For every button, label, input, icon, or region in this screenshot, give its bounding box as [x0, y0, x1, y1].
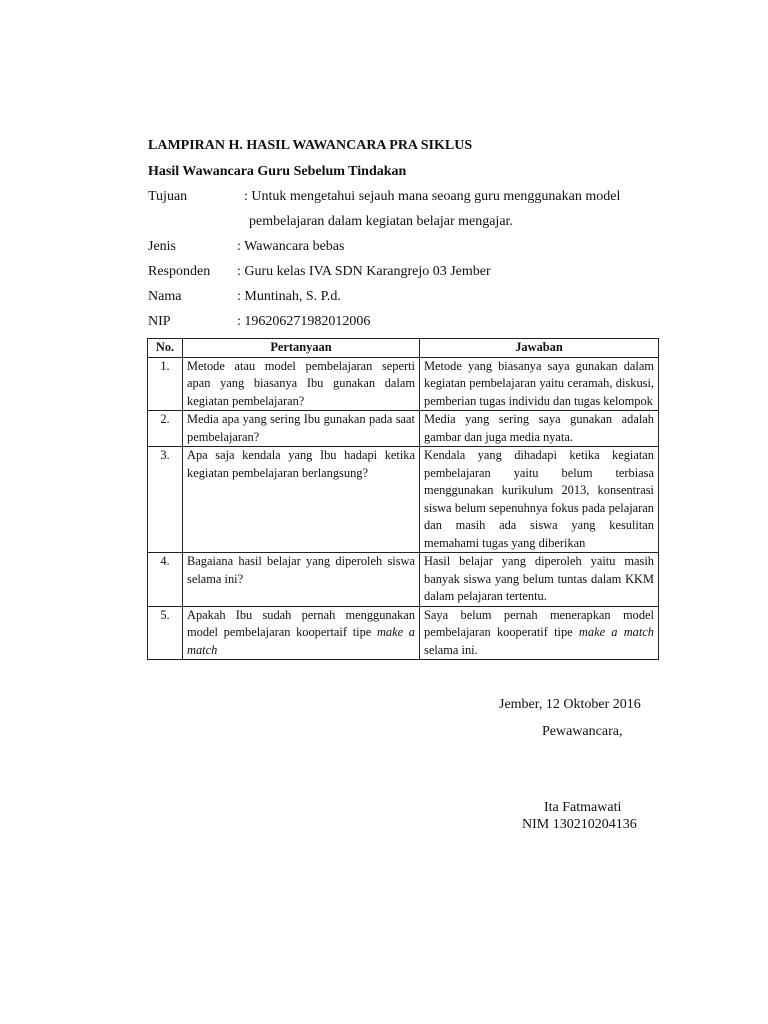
jenis-label: Jenis [148, 239, 176, 254]
nip-value: : 196206271982012006 [237, 314, 371, 329]
signature-place-date: Jember, 12 Oktober 2016 [499, 697, 641, 712]
answer-cell: Metode yang biasanya saya gunakan dalam kegiatan pembelajaran yaitu ceramah, diskusi, pemberian tugas individu dan tugas kelompok [420, 357, 659, 411]
table-row [148, 411, 659, 447]
table-row [148, 357, 659, 411]
answer-cell [420, 606, 659, 660]
row-number: 3. [148, 447, 183, 553]
nama-label: Nama [148, 289, 182, 304]
header-no: No. [148, 339, 183, 358]
responden-value: : Guru kelas IVA SDN Karangrejo 03 Jember [237, 264, 491, 279]
row-number: 1. [148, 357, 183, 411]
answer-text: Saya belum pernah menerapkan model pembelajaran kooperatif tipe [424, 607, 654, 639]
tujuan-value-line1: : Untuk mengetahui sejauh mana seoang guru menggunakan model [244, 189, 621, 204]
header-jawaban: Jawaban [420, 339, 659, 358]
question-cell: Bagaiana hasil belajar yang diperoleh siswa selama ini? [183, 553, 420, 607]
question-italic-term: make a match [187, 625, 415, 657]
table-row [148, 553, 659, 607]
answer-cell: Kendala yang dihadapi ketika kegiatan pembelajaran yaitu belum terbiasa menggunakan kurikulum 2013, konsentrasi siswa belum sepenuhnya fokus pada pelajaran dan masih ada siswa yang kesulitan memahami tugas yang diberikan [420, 447, 659, 553]
answer-italic-term: make a match [578, 625, 654, 639]
signature-role: Pewawancara, [542, 724, 623, 739]
table-row [148, 606, 659, 660]
row-number: 2. [148, 411, 183, 447]
nama-value: : Muntinah, S. P.d. [237, 289, 341, 304]
question-cell [183, 606, 420, 660]
tujuan-label: Tujuan [148, 189, 188, 204]
document-subtitle: Hasil Wawancara Guru Sebelum Tindakan [148, 164, 407, 179]
question-cell: Apa saja kendala yang Ibu hadapi ketika kegiatan pembelajaran berlangsung? [183, 447, 420, 553]
answer-text-end: selama ini. [424, 642, 478, 657]
tujuan-value-line2: pembelajaran dalam kegiatan belajar mengajar. [249, 214, 513, 229]
table-row [148, 447, 659, 553]
question-cell: Metode atau model pembelajaran seperti apan yang biasanya Ibu gunakan dalam kegiatan pembelajaran? [183, 357, 420, 411]
nip-label: NIP [148, 314, 171, 329]
row-number: 4. [148, 553, 183, 607]
interview-table [147, 338, 659, 660]
answer-cell: Hasil belajar yang diperoleh yaitu masih banyak siswa yang belum tuntas dalam KKM dalam pelajaran tertentu. [420, 553, 659, 607]
row-number: 5. [148, 606, 183, 660]
signature-nim: NIM 130210204136 [522, 817, 637, 832]
question-text: Apakah Ibu sudah pernah menggunakan model pembelajaran koopertaif tipe [187, 607, 415, 639]
responden-label: Responden [148, 264, 211, 279]
header-pertanyaan: Pertanyaan [183, 339, 420, 358]
signature-name: Ita Fatmawati [544, 800, 622, 815]
table-header-row [148, 339, 659, 358]
document-title: LAMPIRAN H. HASIL WAWANCARA PRA SIKLUS [148, 138, 473, 153]
answer-cell: Media yang sering saya gunakan adalah gambar dan juga media nyata. [420, 411, 659, 447]
jenis-value: : Wawancara bebas [237, 239, 345, 254]
question-cell: Media apa yang sering Ibu gunakan pada saat pembelajaran? [183, 411, 420, 447]
